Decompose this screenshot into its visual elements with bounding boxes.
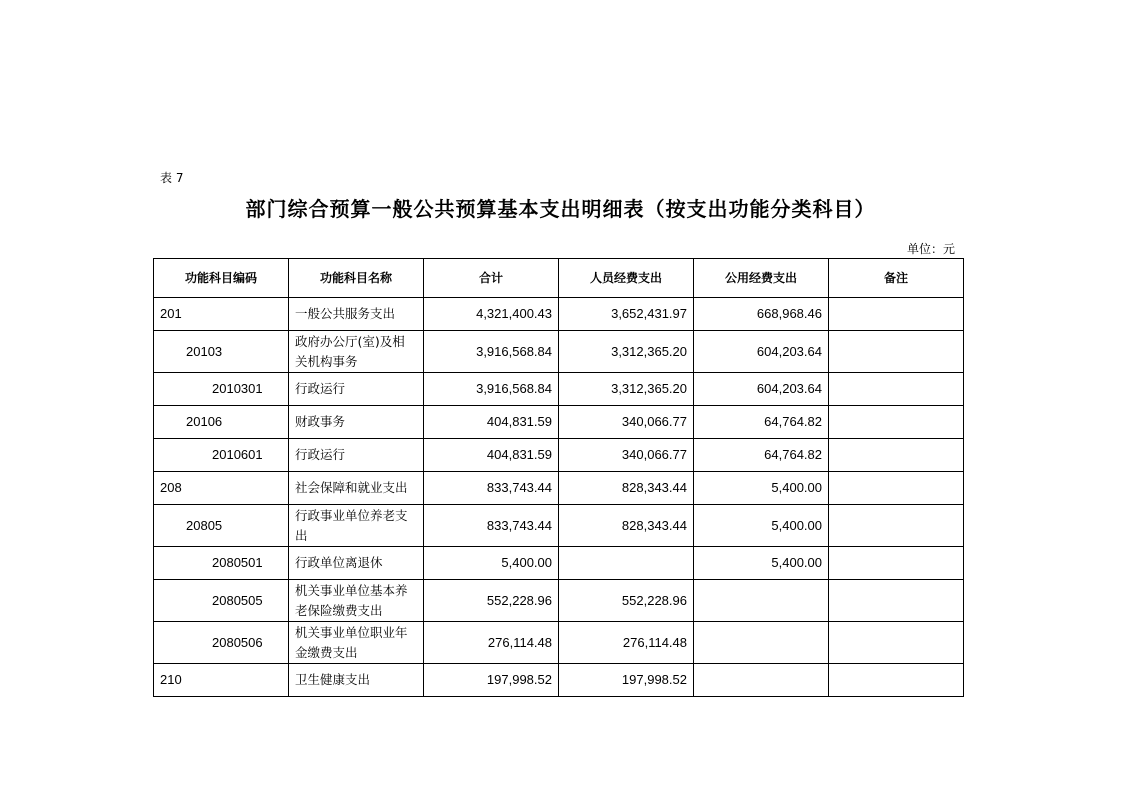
- table-row: [154, 439, 964, 472]
- cell-code: 20103: [154, 331, 289, 373]
- cell-note: [829, 439, 964, 472]
- cell-note: [829, 664, 964, 697]
- cell-note: [829, 373, 964, 406]
- page-title: 部门综合预算一般公共预算基本支出明细表（按支出功能分类科目）: [245, 197, 876, 221]
- cell-personnel: 3,652,431.97: [559, 298, 694, 331]
- cell-personnel: [559, 547, 694, 580]
- cell-note: [829, 622, 964, 664]
- cell-total: 276,114.48: [424, 622, 559, 664]
- cell-name: 财政事务: [289, 406, 424, 439]
- cell-public: 5,400.00: [694, 505, 829, 547]
- cell-public: [694, 622, 829, 664]
- cell-note: [829, 505, 964, 547]
- table-row: [154, 472, 964, 505]
- cell-name: 行政单位离退休: [289, 547, 424, 580]
- table-row: [154, 298, 964, 331]
- cell-name: 社会保障和就业支出: [289, 472, 424, 505]
- cell-public: 668,968.46: [694, 298, 829, 331]
- table-row: [154, 664, 964, 697]
- cell-code: 210: [154, 664, 289, 697]
- cell-note: [829, 331, 964, 373]
- cell-code: 208: [154, 472, 289, 505]
- cell-total: 833,743.44: [424, 505, 559, 547]
- cell-name: 卫生健康支出: [289, 664, 424, 697]
- cell-public: 5,400.00: [694, 547, 829, 580]
- cell-total: 833,743.44: [424, 472, 559, 505]
- cell-name: 机关事业单位基本养老保险缴费支出: [289, 580, 424, 622]
- cell-name: 行政运行: [289, 439, 424, 472]
- cell-name: 行政运行: [289, 373, 424, 406]
- cell-total: 197,998.52: [424, 664, 559, 697]
- table-header: [154, 259, 964, 298]
- cell-note: [829, 298, 964, 331]
- cell-note: [829, 580, 964, 622]
- cell-code: 2080505: [154, 580, 289, 622]
- cell-public: 5,400.00: [694, 472, 829, 505]
- cell-personnel: 340,066.77: [559, 406, 694, 439]
- cell-total: 404,831.59: [424, 406, 559, 439]
- cell-code: 20805: [154, 505, 289, 547]
- header-code: 功能科目编码: [154, 259, 289, 298]
- cell-code: 2080501: [154, 547, 289, 580]
- cell-code: 2010301: [154, 373, 289, 406]
- cell-public: 64,764.82: [694, 406, 829, 439]
- cell-code: 20106: [154, 406, 289, 439]
- cell-personnel: 197,998.52: [559, 664, 694, 697]
- table-row: [154, 547, 964, 580]
- cell-note: [829, 547, 964, 580]
- table-row: [154, 580, 964, 622]
- header-note: 备注: [829, 259, 964, 298]
- budget-table: [153, 258, 964, 697]
- cell-total: 3,916,568.84: [424, 331, 559, 373]
- cell-personnel: 552,228.96: [559, 580, 694, 622]
- cell-note: [829, 406, 964, 439]
- cell-note: [829, 472, 964, 505]
- cell-name: 行政事业单位养老支出: [289, 505, 424, 547]
- cell-total: 3,916,568.84: [424, 373, 559, 406]
- table-body: [154, 298, 964, 697]
- cell-personnel: 3,312,365.20: [559, 373, 694, 406]
- table-row: [154, 406, 964, 439]
- cell-personnel: 828,343.44: [559, 472, 694, 505]
- cell-public: [694, 664, 829, 697]
- cell-personnel: 828,343.44: [559, 505, 694, 547]
- cell-name: 一般公共服务支出: [289, 298, 424, 331]
- cell-total: 4,321,400.43: [424, 298, 559, 331]
- cell-total: 5,400.00: [424, 547, 559, 580]
- header-total: 合计: [424, 259, 559, 298]
- header-name: 功能科目名称: [289, 259, 424, 298]
- cell-code: 201: [154, 298, 289, 331]
- cell-personnel: 340,066.77: [559, 439, 694, 472]
- table-row: [154, 505, 964, 547]
- header-row: [154, 259, 964, 298]
- cell-total: 404,831.59: [424, 439, 559, 472]
- table-row: [154, 373, 964, 406]
- cell-public: 604,203.64: [694, 373, 829, 406]
- table-row: [154, 331, 964, 373]
- unit-label: 单位：元: [906, 242, 955, 256]
- cell-name: 机关事业单位职业年金缴费支出: [289, 622, 424, 664]
- table-row: [154, 622, 964, 664]
- cell-personnel: 3,312,365.20: [559, 331, 694, 373]
- cell-public: [694, 580, 829, 622]
- cell-code: 2010601: [154, 439, 289, 472]
- header-public: 公用经费支出: [694, 259, 829, 298]
- cell-public: 64,764.82: [694, 439, 829, 472]
- cell-code: 2080506: [154, 622, 289, 664]
- cell-total: 552,228.96: [424, 580, 559, 622]
- cell-public: 604,203.64: [694, 331, 829, 373]
- header-personnel: 人员经费支出: [559, 259, 694, 298]
- table-number: 表 7: [160, 171, 184, 185]
- cell-name: 政府办公厅(室)及相关机构事务: [289, 331, 424, 373]
- cell-personnel: 276,114.48: [559, 622, 694, 664]
